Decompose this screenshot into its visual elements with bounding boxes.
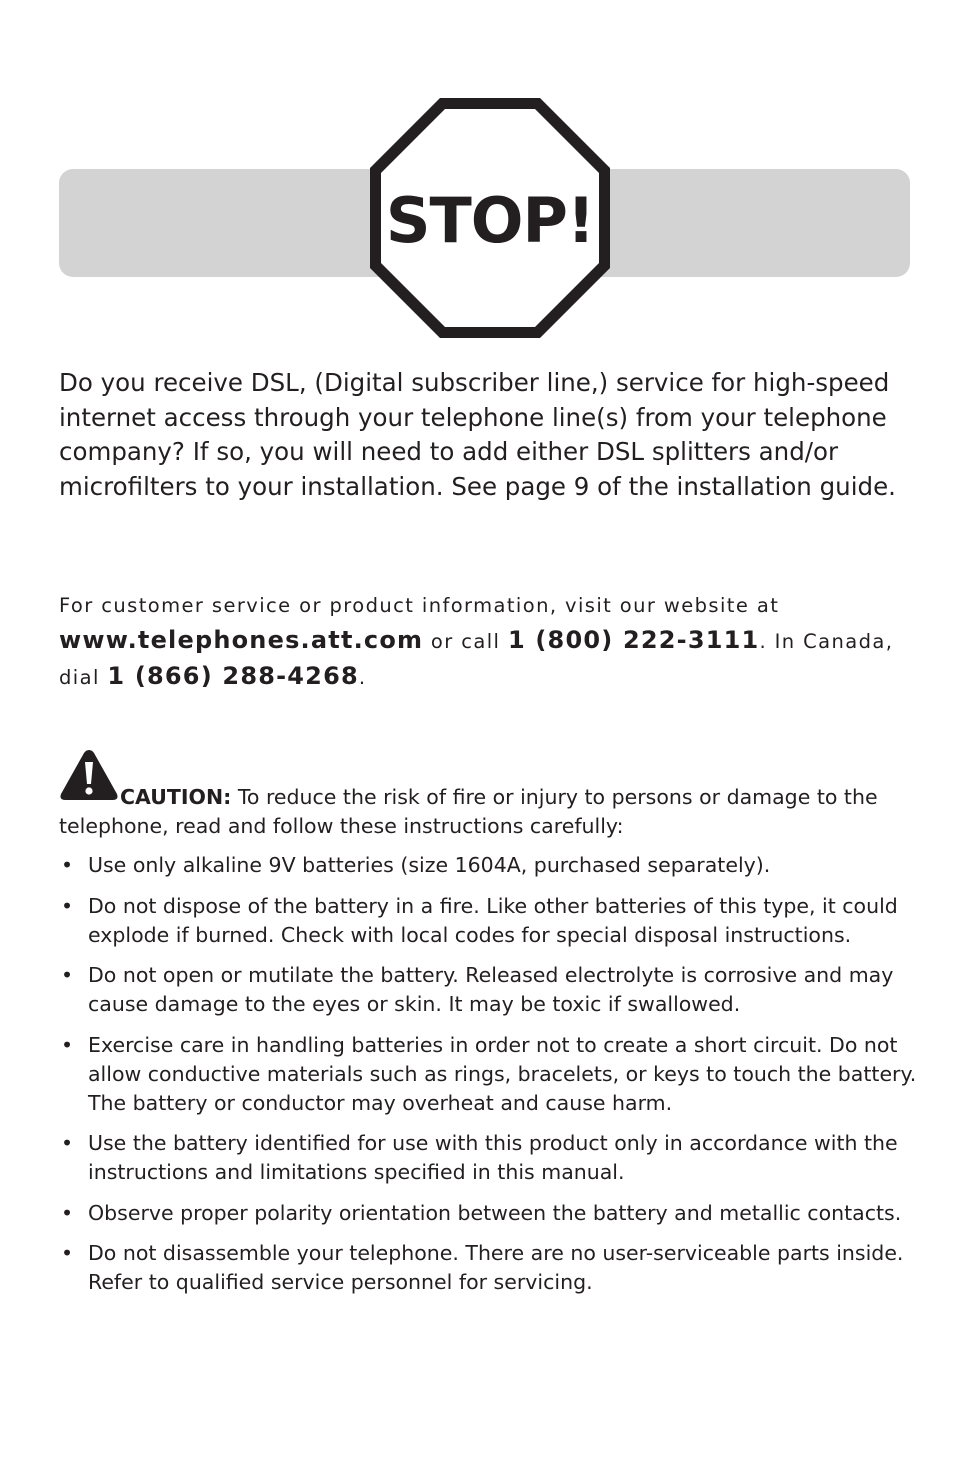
list-item (59, 851, 919, 880)
bullet-icon: • (61, 893, 74, 918)
bullet-icon: • (61, 853, 74, 877)
dsl-notice: Do you receive DSL, (Digital subscriber line,) service for high-speed internet access through your telephone line(s) from your telephone company? If so, you will need to add either DSL splitters and/or microfilters to your installation. See page 9 of the installation guide. (59, 368, 896, 501)
contact-intro: For customer service or product information, visit our website at (59, 594, 780, 617)
bullet-icon: • (61, 963, 74, 987)
phone-canada: 1 (866) 288-4268 (107, 662, 359, 690)
caution-text: To reduce the risk of fire or injury to persons or damage to the telephone, read and follow these instructions carefully: (59, 785, 878, 838)
list-item (59, 1199, 919, 1228)
contact-info (59, 589, 899, 695)
list-item-text: Use the battery identified for use with this product only in accordance with the instructions and limitations specified in this manual. (88, 1131, 898, 1184)
list-item-text: Do not open or mutilate the battery. Released electrolyte is corrosive and may cause damage to the eyes or skin. It may be toxic if swallowed. (88, 963, 894, 1016)
stop-sign-icon (366, 94, 614, 342)
caution-intro (59, 746, 919, 841)
list-item (59, 892, 919, 950)
list-item-text: Do not dispose of the battery in a fire. Like other batteries of this type, it could explode if burned. Check with local codes for special disposal instructions. (88, 893, 898, 947)
contact-end: . (358, 666, 367, 689)
list-item-text: Exercise care in handling batteries in order not to create a short circuit. Do not allow conductive materials such as rings, bracelets, or keys to touch the battery. The battery or conductor may overheat and cause harm. (88, 1032, 917, 1115)
bullet-icon: • (61, 1131, 74, 1155)
list-item (59, 961, 919, 1019)
phone-us: 1 (800) 222-3111 (507, 626, 760, 654)
list-item-text: Observe proper polarity orientation between the battery and metallic contacts. (88, 1200, 902, 1225)
caution-label: CAUTION: (120, 785, 232, 809)
list-item-text: Use only alkaline 9V batteries (size 1604A, purchased separately). (88, 853, 771, 877)
list-item (59, 1129, 919, 1187)
bullet-icon: • (61, 1241, 74, 1265)
caution-list (59, 851, 919, 1297)
bullet-icon: • (61, 1200, 74, 1225)
caution-section (59, 746, 919, 1309)
in-canada-text: . In Canada, dial (59, 630, 894, 689)
list-item (59, 1239, 919, 1297)
website-link[interactable]: www.telephones.att.com (59, 626, 424, 654)
warning-triangle-icon (59, 748, 119, 802)
list-item-text: Do not disassemble your telephone. There are no user-serviceable parts inside. Refer to qualified service personnel for servicing. (88, 1241, 904, 1294)
bullet-icon: • (61, 1032, 74, 1057)
list-item (59, 1031, 919, 1118)
or-call-text: or call (430, 630, 501, 653)
stop-sign-text: STOP! (385, 183, 595, 257)
